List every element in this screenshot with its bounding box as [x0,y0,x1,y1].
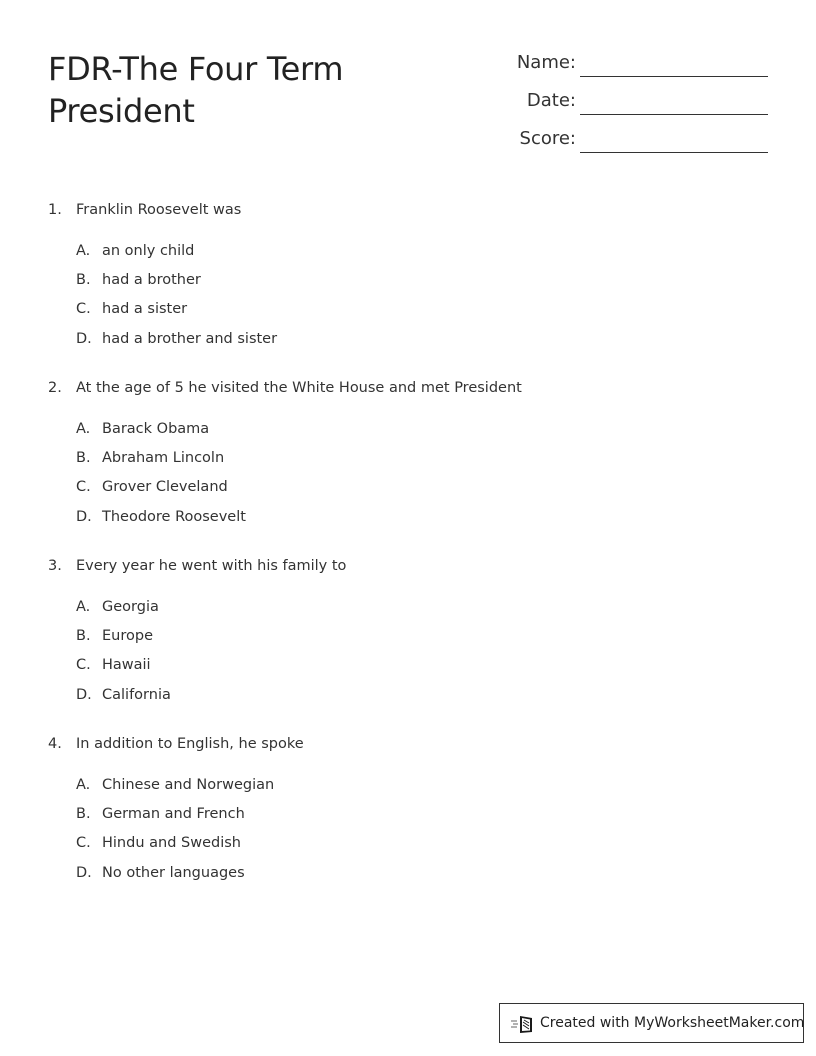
question-number: 1. [48,202,62,218]
option-text: Hindu and Swedish [102,835,241,851]
option-letter: C. [76,479,91,495]
date-label: Date: [526,90,576,111]
option-text: had a brother [102,272,201,288]
option-letter: C. [76,657,91,673]
option-text: an only child [102,243,195,259]
option-letter: D. [76,331,92,347]
score-underline[interactable] [580,152,768,153]
question-stem: Every year he went with his family to [76,558,347,574]
option-text: Georgia [102,599,159,615]
name-label: Name: [516,52,576,73]
option-letter: A. [76,777,91,793]
title-line-1: FDR-The Four Term [48,50,344,88]
question-stem: At the age of 5 he visited the White House and met President [76,380,522,396]
title-line-2: President [48,92,195,130]
option-text: Grover Cleveland [102,479,228,495]
worksheet-logo-icon [510,1014,536,1034]
option-text: Hawaii [102,657,151,673]
option-text: Abraham Lincoln [102,450,225,466]
credit-footer[interactable] [499,1003,804,1043]
name-field[interactable] [480,48,770,86]
question-stem: In addition to English, he spoke [76,736,304,752]
score-field[interactable] [480,124,770,162]
worksheet-title [48,48,448,132]
credit-text[interactable]: Created with MyWorksheetMaker.com [540,1015,805,1031]
option-text: Theodore Roosevelt [102,509,246,525]
question-number: 3. [48,558,62,574]
option-letter: A. [76,243,91,259]
name-underline[interactable] [580,76,768,77]
question-stem: Franklin Roosevelt was [76,202,242,218]
question-number: 4. [48,736,62,752]
option-letter: B. [76,272,91,288]
option-letter: A. [76,599,91,615]
question-number: 2. [48,380,62,396]
option-letter: B. [76,450,91,466]
option-letter: C. [76,301,91,317]
option-text: had a sister [102,301,188,317]
option-text: California [102,687,171,703]
option-letter: A. [76,421,91,437]
score-label: Score: [519,128,576,149]
option-text: Barack Obama [102,421,210,437]
option-text: No other languages [102,865,245,881]
option-letter: C. [76,835,91,851]
option-letter: D. [76,687,92,703]
option-letter: D. [76,509,92,525]
date-field[interactable] [480,86,770,124]
option-text: Europe [102,628,153,644]
option-letter: B. [76,806,91,822]
option-text: German and French [102,806,245,822]
option-letter: D. [76,865,92,881]
date-underline[interactable] [580,114,768,115]
option-text: Chinese and Norwegian [102,777,275,793]
option-text: had a brother and sister [102,331,278,347]
option-letter: B. [76,628,91,644]
